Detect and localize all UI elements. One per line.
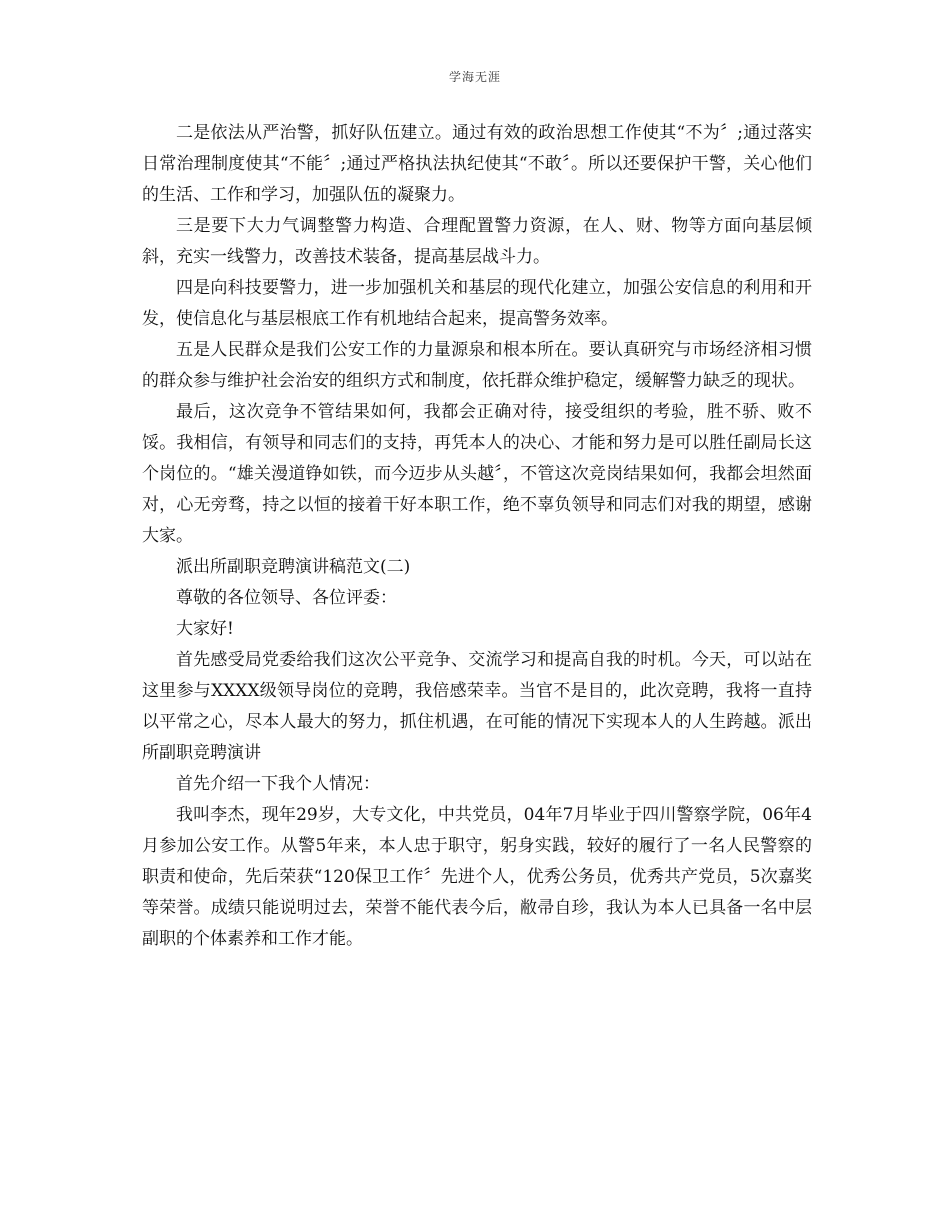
paragraph: 五是人民群众是我们公安工作的力量源泉和根本所在。要认真研究与市场经济相习惯的群众参与维护社会治安的组织方式和制度，依托群众维护稳定，缓解警力缺乏的现状。 — [142, 340, 812, 391]
salutation: 尊敬的各位领导、各位评委： — [176, 588, 397, 608]
page-header: 学海无涯 — [448, 70, 501, 84]
paragraph: 三是要下大力气调整警力构造、合理配置警力资源，在人、财、物等方面向基层倾斜，充实一线警力，改善技术装备，提高基层战斗力。 — [142, 216, 812, 267]
paragraph: 我叫李杰，现年29岁，大专文化，中共党员，04年7月毕业于四川警察学院，06年4月参加公安工作。从警5年来，本人忠于职守，躬身实践，较好的履行了一名人民警察的职责和使命，先后荣获“120保卫工作〞先进个人，优秀公务员，优秀共产党员，5次嘉奖等荣誉。成绩只能说明过去，荣誉不能代表今后，敝帚自珍，我认为本人已具备一名中层副职的个体素养和工作才能。 — [142, 805, 812, 949]
document-body — [142, 118, 812, 955]
section-title: 派出所副职竞聘演讲稿范文(二) — [176, 557, 411, 577]
paragraph: 最后，这次竞争不管结果如何，我都会正确对待，接受组织的考验，胜不骄、败不馁。我相信，有领导和同志们的支持，再凭本人的决心、才能和努力是可以胜任副局长这个岗位的。“雄关漫道铮如铁，而今迈步从头越〞，不管这次竞岗结果如何，我都会坦然面对，心无旁骛，持之以恒的接着干好本职工作，绝不辜负领导和同志们对我的期望，感谢大家。 — [142, 402, 812, 546]
paragraph: 二是依法从严治警，抓好队伍建立。通过有效的政治思想工作使其“不为〞;通过落实日常治理制度使其“不能〞;通过严格执法执纪使其“不敢〞。所以还要保护干警，关心他们的生活、工作和学习，加强队伍的凝聚力。 — [142, 123, 812, 205]
paragraph: 四是向科技要警力，进一步加强机关和基层的现代化建立，加强公安信息的利用和开发，使信息化与基层根底工作有机地结合起来，提高警务效率。 — [142, 278, 812, 329]
greeting: 大家好! — [176, 619, 234, 639]
paragraph: 首先感受局党委给我们这次公平竞争、交流学习和提高自我的时机。今天，可以站在这里参与XXXX级领导岗位的竞聘，我倍感荣幸。当官不是目的，此次竞聘，我将一直持以平常之心，尽本人最大的努力，抓住机遇，在可能的情况下实现本人的人生跨越。派出所副职竞聘演讲 — [142, 650, 812, 763]
paragraph: 首先介绍一下我个人情况： — [176, 774, 380, 794]
